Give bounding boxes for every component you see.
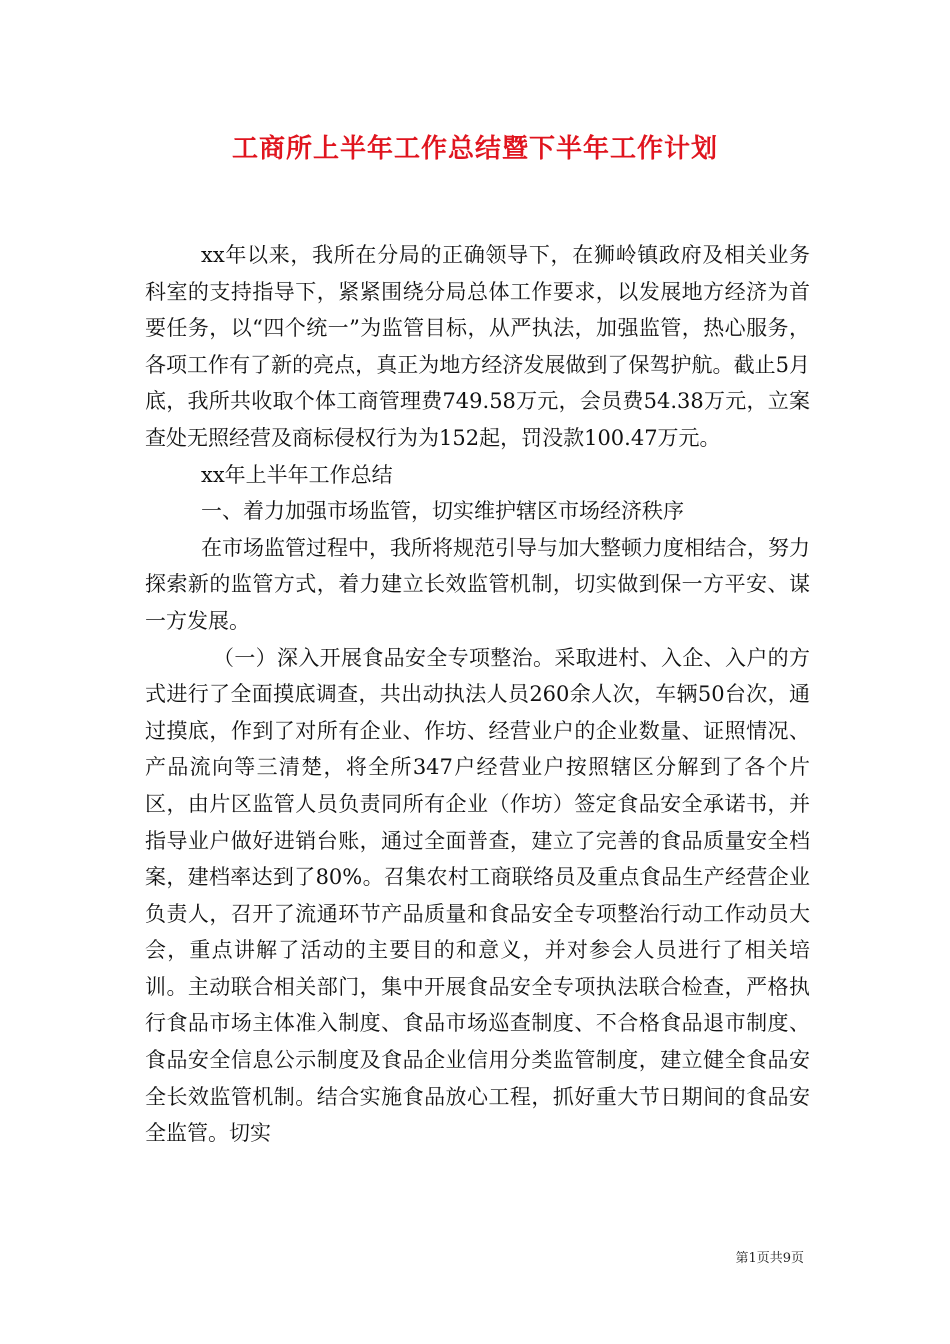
intro-paragraph: xx年以来，我所在分局的正确领导下，在狮岭镇政府及相关业务科室的支持指导下，紧紧围绕分局总体工作要求，以发展地方经济为首要任务，以“四个统一”为监管目标，从严执法，加强监管，热心服务，各项工作有了新的亮点，真正为地方经济发展做到了保驾护航。截止5月底，我所共收取个体工商管理费749.58万元，会员费54.38万元，立案查处无照经营及商标侵权行为为152起，罚没款100.47万元。	[145, 243, 810, 450]
page-number: 第1页共9页	[735, 1251, 804, 1266]
market-supervision-paragraph: 在市场监管过程中，我所将规范引导与加大整顿力度相结合，努力探索新的监管方式，着力建立长效监管机制，切实做到保一方平安、谋一方发展。	[145, 535, 810, 633]
document-title: 工商所上半年工作总结暨下半年工作计划	[231, 134, 718, 164]
section-heading-market-supervision: 一、着力加强市场监管，切实维护辖区市场经济秩序	[201, 499, 684, 524]
document-body	[145, 237, 810, 1152]
section-heading-summary: xx年上半年工作总结	[201, 462, 393, 487]
food-safety-paragraph: （一）深入开展食品安全专项整治。采取进村、入企、入户的方式进行了全面摸底调查，共出动执法人员260余人次，车辆50台次，通过摸底，作到了对所有企业、作坊、经营业户的企业数量、证照情况、产品流向等三清楚，将全所347户经营业户按照辖区分解到了各个片区，由片区监管人员负责同所有企业（作坊）签定食品安全承诺书，并指导业户做好进销台账，通过全面普查，建立了完善的食品质量安全档案，建档率达到了80%。召集农村工商联络员及重点食品生产经营企业负责人，召开了流通环节产品质量和食品安全专项整治行动工作动员大会，重点讲解了活动的主要目的和意义，并对参会人员进行了相关培训。主动联合相关部门，集中开展食品安全专项执法联合检查，严格执行食品市场主体准入制度、食品市场巡查制度、不合格食品退市制度、食品安全信息公示制度及食品企业信用分类监管制度，建立健全食品安全长效监管机制。结合实施食品放心工程，抓好重大节日期间的食品安全监管。切实	[145, 645, 810, 1146]
